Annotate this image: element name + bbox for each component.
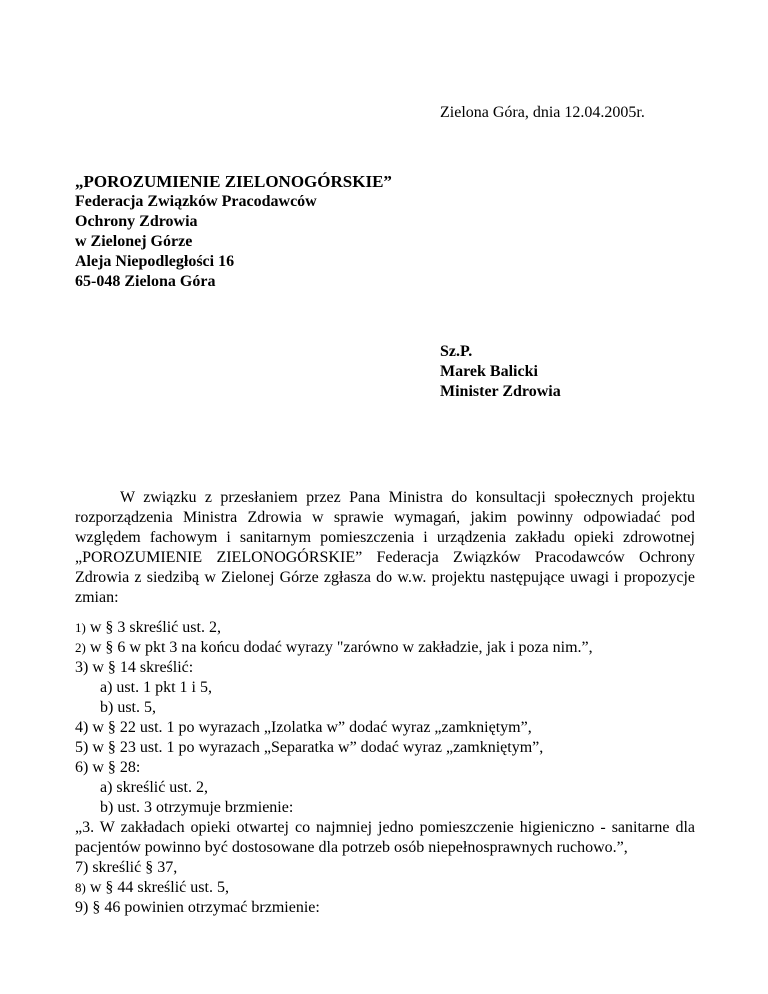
sender-org-name: „POROZUMIENIE ZIELONOGÓRSKIE”: [75, 172, 392, 191]
list-subitem: [75, 778, 695, 798]
sender-line: w Zielonej Górze: [75, 233, 193, 250]
list-subitem-text: b) ust. 5,: [100, 699, 156, 716]
list-item-text: w § 22 ust. 1 po wyrazach „Izolatka w” dodać wyraz „zamkniętym”,: [88, 719, 532, 736]
list-item: [75, 718, 695, 738]
recipient-title: Minister Zdrowia: [440, 383, 561, 400]
list-item-number: 3): [75, 659, 89, 676]
list-item-number: 7): [75, 859, 89, 876]
list-item-text: w § 44 skreślić ust. 5,: [85, 879, 229, 896]
list-item-text: § 46 powinien otrzymać brzmienie:: [88, 899, 320, 916]
list-item: [75, 618, 695, 638]
quoted-provision: „3. W zakładach opieki otwartej co najmniej jedno pomieszczenie higieniczno - sanitarne dla pacjentów powinno być dostosowane dla potrzeb osób niepełnosprawnych ruchowo.”,: [75, 819, 695, 856]
list-item: [75, 758, 695, 778]
list-item-number: 2): [75, 640, 86, 655]
list-item-text: skreślić § 37,: [88, 859, 178, 876]
list-item-text: w § 3 skreślić ust. 2,: [85, 619, 221, 636]
list-item: [75, 738, 695, 758]
list-item-text: w § 23 ust. 1 po wyrazach „Separatka w” dodać wyraz „zamkniętym”,: [88, 739, 544, 756]
list-item-number: 9): [75, 899, 89, 916]
list-item-text: w § 14 skreślić:: [88, 659, 194, 676]
date-line: Zielona Góra, dnia 12.04.2005r.: [440, 104, 645, 121]
recipient-name: Marek Balicki: [440, 363, 538, 380]
list-item: [75, 658, 695, 678]
list-item-number: 5): [75, 739, 89, 756]
recipient-address-block: [440, 342, 561, 402]
list-item-number: 8): [75, 880, 86, 895]
list-item: [75, 858, 695, 878]
list-item: [75, 898, 695, 918]
list-item-text: w § 6 w pkt 3 na końcu dodać wyrazy "zarówno w zakładzie, jak i poza nim.”,: [85, 639, 593, 656]
sender-line: Federacja Związków Pracodawców: [75, 193, 317, 210]
intro-paragraph: W związku z przesłaniem przez Pana Ministra do konsultacji społecznych projektu rozporządzenia Ministra Zdrowia w sprawie wymagań, jakim powinny odpowiadać pod względem fachowym i sanitarnym pomieszczenia i urządzenia zakładu opieki zdrowotnej „POROZUMIENIE ZIELONOGÓRSKIE” Federacja Związków Pracodawców Ochrony Zdrowia z siedzibą w Zielonej Górze zgłasza do w.w. projektu następujące uwagi i propozycje zmian:: [75, 489, 695, 606]
list-item: [75, 878, 695, 898]
list-item-text: w § 28:: [88, 759, 141, 776]
sender-line: 65-048 Zielona Góra: [75, 273, 216, 290]
amendments-list: [75, 618, 695, 918]
list-subitem-text: a) ust. 1 pkt 1 i 5,: [100, 679, 212, 696]
recipient-salutation: Sz.P.: [440, 343, 473, 360]
list-item-number: 6): [75, 759, 89, 776]
list-item-number: 1): [75, 620, 86, 635]
list-subitem-text: a) skreślić ust. 2,: [100, 779, 208, 796]
sender-address-block: [75, 172, 392, 292]
list-subitem: [75, 798, 695, 818]
list-item: [75, 638, 695, 658]
sender-line: Ochrony Zdrowia: [75, 213, 198, 230]
list-subitem: [75, 678, 695, 698]
list-subitem: [75, 698, 695, 718]
list-item-number: 4): [75, 719, 89, 736]
list-subitem-text: b) ust. 3 otrzymuje brzmienie:: [100, 799, 294, 816]
sender-line: Aleja Niepodległości 16: [75, 253, 235, 270]
